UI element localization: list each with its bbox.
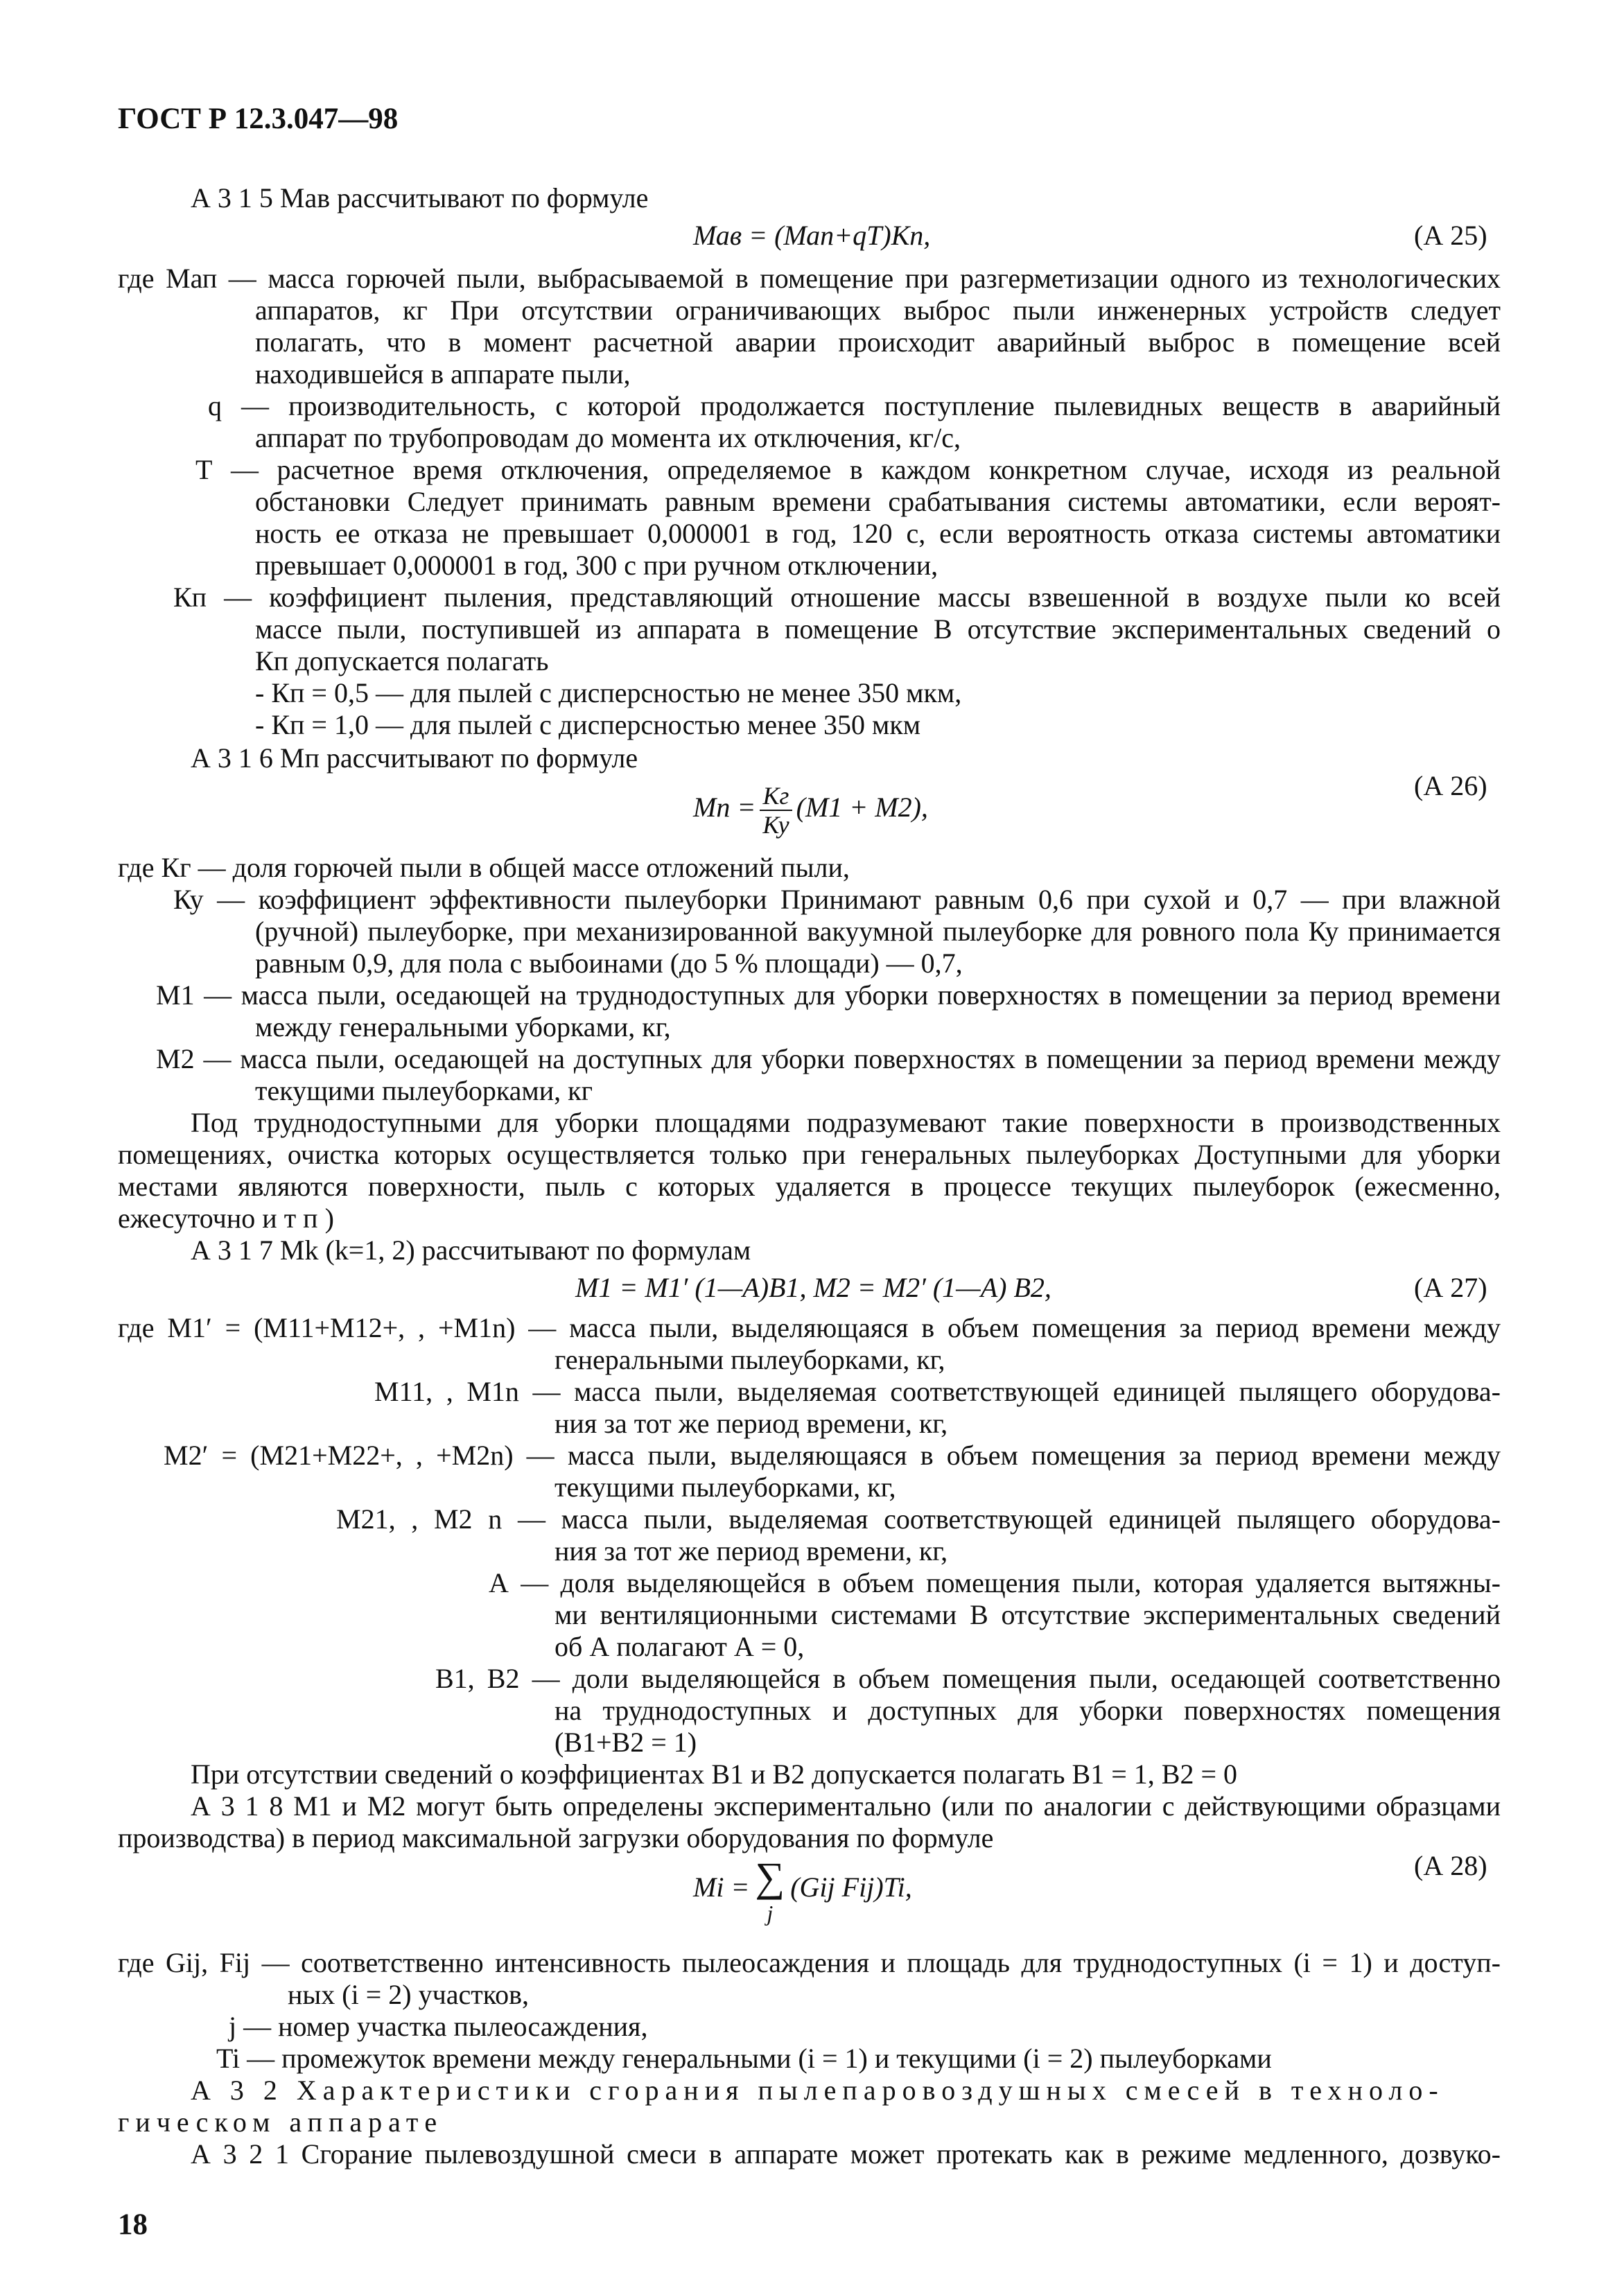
formula-a28	[693, 1849, 912, 1926]
text-line: обстановки Следует принимать равным времени срабатывания системы автоматики, если вероят-	[255, 486, 1501, 517]
paragraph-line: При отсутствии сведений о коэффициентах В1 и В2 допускается полагать В1 = 1, В2 = 0	[191, 1759, 1237, 1790]
text-line: где М1′ = (М11+М12+, , +М1n) — масса пыли, выделяющаяся в объем помещения за период времени между	[118, 1312, 1501, 1343]
text-line: М1 — масса пыли, оседающей на труднодоступных для уборки поверхностях в помещении за период времени	[156, 979, 1501, 1011]
paragraph-line: Под труднодоступными для уборки площадями подразумевают такие поверхности в производственных	[191, 1107, 1501, 1138]
text-line: ных (i = 2) участков,	[288, 1979, 529, 2010]
clause-a317: А 3 1 7 Мk (k=1, 2) рассчитывают по формулам	[191, 1234, 751, 1266]
text-line: Т — расчетное время отключения, определяемое в каждом конкретном случае, исходя из реальной	[195, 454, 1501, 485]
text-line: где Gij, Fij — соответственно интенсивность пылеосаждения и площадь для труднодоступных (i = 1) и доступ-	[118, 1947, 1501, 1978]
text-line: М2 — масса пыли, оседающей на доступных для уборки поверхностях в помещении за период времени между	[156, 1043, 1501, 1074]
text-line: q — производительность, с которой продолжается поступление пылевидных веществ в аварийный	[208, 390, 1501, 421]
text-line: на труднодоступных и доступных для уборки поверхностях помещения	[555, 1695, 1501, 1726]
text-line: Кп допускается полагать	[255, 645, 549, 677]
paragraph-line: производства) в период максимальной загрузки оборудования по формуле	[118, 1822, 994, 1853]
formula-rhs: (Gij Fij)Ti,	[790, 1871, 912, 1903]
text-line: В1, В2 — доли выделяющейся в объем помещения пыли, оседающей соответственно	[435, 1663, 1501, 1694]
clause-a318: А 3 1 8 М1 и М2 могут быть определены экспериментально (или по аналогии с действующими образцами	[191, 1790, 1501, 1822]
text-line: равным 0,9, для пола с выбоинами (до 5 % площади) — 0,7,	[255, 948, 963, 979]
text-line: превышает 0,000001 в год, 300 с при ручном отключении,	[255, 550, 938, 581]
list-item: - Кп = 1,0 — для пылей с дисперсностью менее 350 мкм	[255, 709, 921, 740]
text-line: М11, , М1n — масса пыли, выделяемая соответствующей единицей пылящего оборудова-	[374, 1376, 1501, 1407]
formula-a25: Мав = (Мап+qТ)Кп,	[693, 220, 931, 251]
text-line: текущими пылеуборками, кг,	[555, 1472, 896, 1503]
section-heading-a32-cont: гическом аппарате	[118, 2106, 444, 2138]
text-line: где Кг — доля горючей пыли в общей массе отложений пыли,	[118, 852, 850, 883]
text-line: текущими пылеуборками, кг	[255, 1075, 593, 1106]
sigma-symbol: ∑	[755, 1853, 785, 1900]
clause-a315: А 3 1 5 Мав рассчитывают по формуле	[191, 182, 649, 213]
text-line: А — доля выделяющейся в объем помещения пыли, которая удаляется вытяжны-	[489, 1567, 1501, 1598]
page-number: 18	[118, 2208, 148, 2241]
formula-a26	[693, 769, 928, 846]
text-line: генеральными пылеуборками, кг,	[555, 1344, 945, 1375]
paragraph-line: помещениях, очистка которых осуществляется только при генеральных пылеуборках Доступными для уборки	[118, 1139, 1501, 1170]
text-line: (В1+В2 = 1)	[555, 1727, 697, 1758]
formula-number-a27: (А 27)	[1414, 1272, 1487, 1303]
text-line: аппаратов, кг При отсутствии ограничивающих выброс пыли инженерных устройств следует	[255, 295, 1501, 326]
formula-number-a25: (А 25)	[1414, 220, 1487, 251]
document-header: ГОСТ Р 12.3.047—98	[118, 103, 399, 135]
text-line: ми вентиляционными системами В отсутствие экспериментальных сведений	[555, 1599, 1501, 1630]
sum-sign	[755, 1853, 785, 1926]
text-line: Кп — коэффициент пыления, представляющий отношение массы взвешенной в воздухе пыли ко всей	[173, 582, 1501, 613]
paragraph-line: местами являются поверхности, пыль с которых удаляется в процессе текущих пылеуборок (ежесменно,	[118, 1171, 1501, 1202]
formula-lhs: Мп =	[693, 792, 756, 823]
formula-a27: М1 = М1′ (1—А)В1, М2 = М2′ (1—А) В2,	[575, 1272, 1051, 1303]
text-line: ния за тот же период времени, кг,	[555, 1535, 948, 1567]
text-line: (ручной) пылеуборке, при механизированной вакуумной пылеуборке для ровного пола Ку принимается	[255, 916, 1501, 947]
fraction-denominator: Ку	[762, 810, 789, 839]
text-line: М21, , М2 n — масса пыли, выделяемая соответствующей единицей пылящего оборудова-	[336, 1503, 1501, 1535]
text-line: массе пыли, поступившей из аппарата в помещение В отсутствие экспериментальных сведений о	[255, 613, 1501, 645]
paragraph-line: ежесуточно и т п )	[118, 1203, 334, 1234]
clause-a321: А 3 2 1 Сгорание пылевоздушной смеси в аппарате может протекать как в режиме медленного, дозвуко-	[191, 2138, 1501, 2170]
text-line: между генеральными уборками, кг,	[255, 1011, 671, 1042]
formula-number-a28: (А 28)	[1414, 1850, 1487, 1881]
fraction	[760, 783, 792, 837]
text-line: М2′ = (М21+М22+, , +М2n) — масса пыли, выделяющаяся в объем помещения за период времени между	[164, 1440, 1501, 1471]
sum-index: j	[767, 1900, 774, 1926]
fraction-numerator: Кг	[760, 783, 792, 811]
formula-rhs: (М1 + М2),	[796, 792, 928, 823]
text-line: находившейся в аппарате пыли,	[255, 358, 631, 390]
text-line: полагать, что в момент расчетной аварии происходит аварийный выброс в помещение всей	[255, 326, 1501, 358]
formula-number-a26: (А 26)	[1414, 770, 1487, 801]
list-item: - Кп = 0,5 — для пылей с дисперсностью не менее 350 мкм,	[255, 677, 962, 708]
text-line: где Мап — масса горючей пыли, выбрасываемой в помещение при разгерметизации одного из технологических	[118, 263, 1501, 294]
clause-a316: А 3 1 6 Мп рассчитывают по формуле	[191, 742, 638, 774]
text-line: Ti — промежуток времени между генеральными (i = 1) и текущими (i = 2) пылеуборками	[216, 2043, 1272, 2074]
text-line: ность ее отказа не превышает 0,000001 в год, 120 с, если вероятность отказа системы автоматики	[255, 518, 1501, 549]
section-heading-a32: А 3 2 Характеристики сгорания пылепаровоздушных смесей в техноло-	[191, 2075, 1444, 2106]
text-line: ния за тот же период времени, кг,	[555, 1408, 948, 1439]
formula-lhs: Мi =	[693, 1871, 750, 1903]
text-line: аппарат по трубопроводам до момента их отключения, кг/с,	[255, 422, 961, 453]
text-line: об А полагают А = 0,	[555, 1631, 805, 1662]
text-line: Ку — коэффициент эффективности пылеуборки Принимают равным 0,6 при сухой и 0,7 — при влажной	[173, 884, 1501, 915]
text-line: j — номер участка пылеосаждения,	[229, 2011, 648, 2042]
